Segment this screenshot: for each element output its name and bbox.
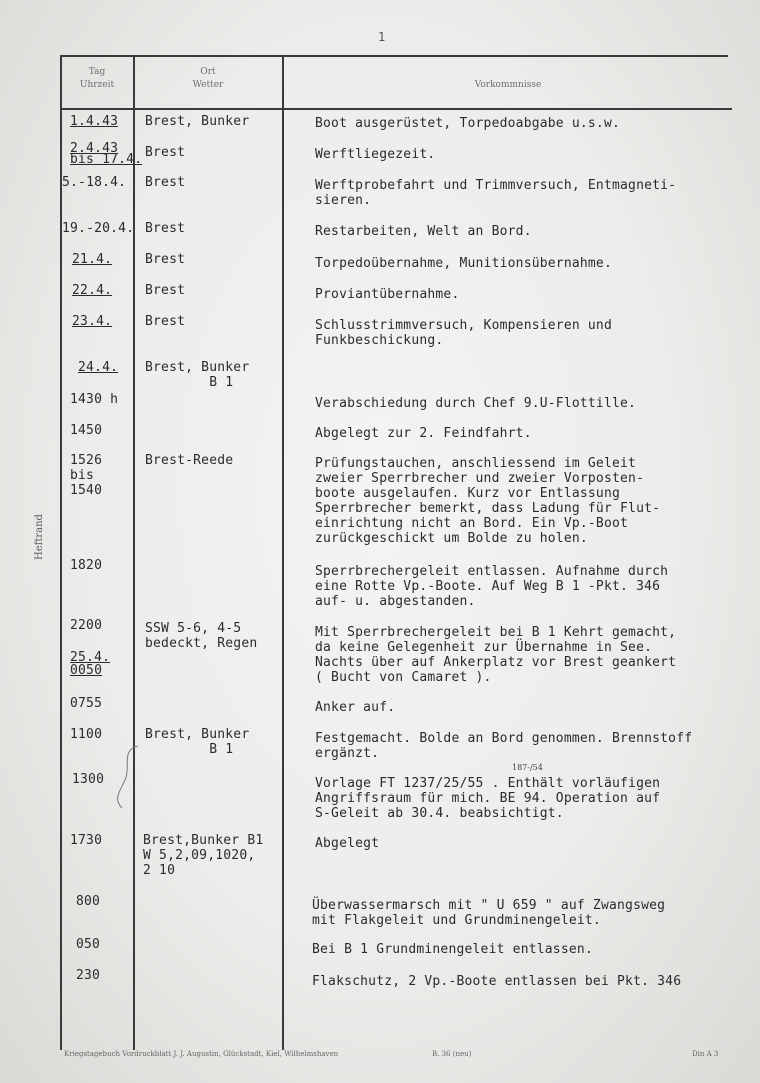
footer-form-number: B. 36 (neu): [432, 1050, 472, 1058]
row-place: Brest: [145, 252, 186, 267]
header-uhrzeit: Uhrzeit: [79, 80, 115, 90]
row-date: 1820: [70, 558, 103, 573]
row-date: 5.-18.4.: [62, 175, 127, 190]
header-bottom-rule: [60, 108, 732, 110]
row-event: Abgelegt: [315, 836, 380, 851]
top-mark: 1: [378, 30, 386, 44]
row-event: Restarbeiten, Welt an Bord.: [315, 224, 532, 239]
header-top-rule: [60, 55, 728, 57]
row-date: 2200: [70, 618, 103, 633]
column-rule-1: [133, 55, 135, 1050]
margin-label: Heftrand: [34, 514, 45, 560]
header-ort: Ort: [200, 67, 216, 77]
row-date: 230: [76, 968, 101, 983]
footer-paper-size: Din A 3: [692, 1050, 719, 1058]
header-wetter: Wetter: [192, 80, 224, 90]
row-place: SSW 5-6, 4-5 bedeckt, Regen: [145, 621, 258, 651]
row-date: 21.4.: [72, 252, 113, 267]
row-place: Brest: [145, 314, 186, 329]
row-place: Brest, Bunker B 1: [145, 360, 250, 390]
row-date: 1526 bis 1540: [70, 453, 103, 498]
row-date: 23.4.: [72, 314, 113, 329]
row-event: Prüfungstauchen, anschliessend im Geleit zweier Sperrbrecher und zweier Vorposten- boote ausgelaufen. Kurz vor Entlassung Sperrbrecher bemerkt, dass Ladung für Flut- einrichtung nicht an Bord. Ein Vp.-Boot zurückgeschickt um Bolde zu holen.: [315, 456, 661, 546]
row-event: Überwassermarsch mit " U 659 " auf Zwangsweg mit Flakgeleit und Grundminengeleit.: [312, 898, 666, 928]
row-event: Festgemacht. Bolde an Bord genommen. Brennstoff ergänzt.: [315, 731, 693, 761]
row-date: 1430 h: [70, 392, 119, 407]
row-date: 1.4.43: [70, 114, 119, 129]
row-place: Brest: [145, 175, 186, 190]
footer-printer: Kriegstagebuch Vordruckblatt J. J. Augustin, Glückstadt, Kiel, Wilhelmshaven: [64, 1050, 339, 1058]
row-event: Bei B 1 Grundminengeleit entlassen.: [312, 942, 593, 957]
column-rule-left: [60, 55, 62, 1050]
row-date: 800: [76, 894, 101, 909]
row-event: Boot ausgerüstet, Torpedoabgabe u.s.w.: [315, 116, 621, 131]
row-event: Torpedoübernahme, Munitionsübernahme.: [315, 256, 612, 271]
header-place-column: [135, 66, 281, 92]
header-tag: Tag: [88, 67, 106, 77]
row-place: Brest-Reede: [145, 453, 234, 468]
row-event: Verabschiedung durch Chef 9.U-Flottille.: [315, 396, 637, 411]
row-event: Schlusstrimmversuch, Kompensieren und Funkbeschickung.: [315, 318, 612, 348]
row-event: Sperrbrechergeleit entlassen. Aufnahme durch eine Rotte Vp.-Boote. Auf Weg B 1 -Pkt. 346 auf- u. abgestanden.: [315, 564, 669, 609]
row-place: Brest: [145, 283, 186, 298]
pencil-bracket-mark: [108, 742, 148, 812]
row-date: 22.4.: [72, 283, 113, 298]
row-date: 1300: [72, 772, 105, 787]
row-date: 19.-20.4.: [62, 221, 135, 236]
header-vorkommnisse: Vorkommnisse: [474, 80, 542, 90]
row-date: 1450: [70, 423, 103, 438]
header-events-column: [284, 79, 732, 92]
row-place: Brest, Bunker B 1: [145, 727, 250, 757]
row-place: Brest: [145, 145, 186, 160]
row-event: Proviantübernahme.: [315, 287, 460, 302]
row-place: Brest,Bunker B1 W 5,2,09,1020, 2 10: [143, 833, 264, 878]
row-event: Mit Sperrbrechergeleit bei B 1 Kehrt gemacht, da keine Gelegenheit zur Übernahme in See. Nachts über auf Ankerplatz vor Brest geankert ( Bucht von Camaret ).: [315, 625, 677, 685]
row-date: 24.4.: [78, 360, 119, 375]
row-date: 1730: [70, 833, 103, 848]
row-event: Anker auf.: [315, 700, 396, 715]
row-date: 25.4. 0050: [70, 650, 111, 678]
row-place: Brest: [145, 221, 186, 236]
row-event: Abgelegt zur 2. Feindfahrt.: [315, 426, 532, 441]
row-event: Werftliegezeit.: [315, 147, 436, 162]
row-place: Brest, Bunker: [145, 114, 250, 129]
row-date: 1100: [70, 727, 103, 742]
row-event: Werftprobefahrt und Trimmversuch, Entmagneti- sieren.: [315, 178, 677, 208]
row-date: 050: [76, 937, 101, 952]
header-date-column: [62, 66, 132, 92]
row-date: 0755: [70, 696, 103, 711]
handwritten-annotation: 187-/54: [512, 763, 543, 772]
row-event: Flakschutz, 2 Vp.-Boote entlassen bei Pkt. 346: [312, 974, 682, 989]
row-event: Vorlage FT 1237/25/55 . Enthält vorläufigen Angriffsraum für mich. BE 94. Operation auf S-Geleit ab 30.4. beabsichtigt.: [315, 776, 661, 821]
row-date: 2.4.43 bis 17.4.: [70, 141, 143, 167]
column-rule-2: [282, 55, 284, 1050]
